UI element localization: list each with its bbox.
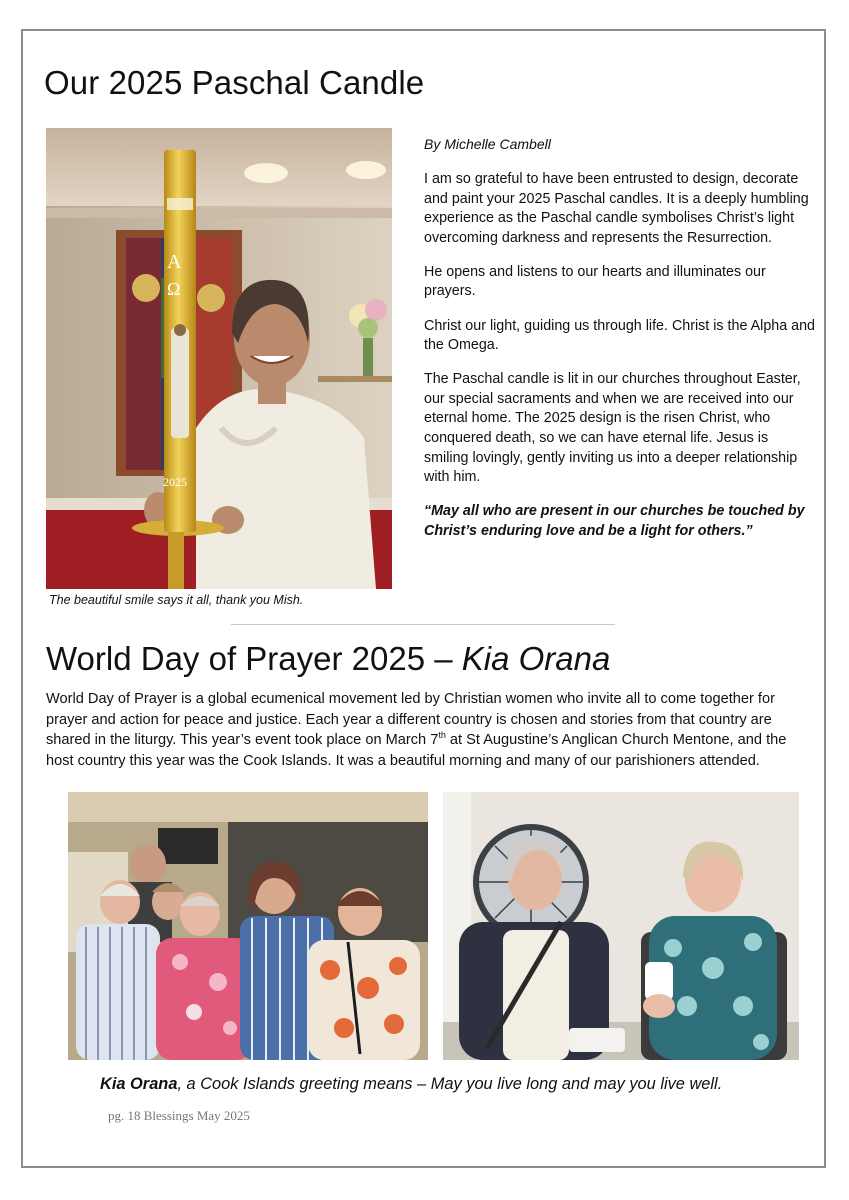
kia-orana-caption xyxy=(100,1075,722,1094)
blessing-quote: “May all who are present in our churches be touched by Christ’s enduring love and be a light for others.” xyxy=(424,503,805,539)
intro-superscript: th xyxy=(438,730,446,741)
seated-women-photo xyxy=(443,792,799,1060)
paschal-candle-photo xyxy=(46,128,392,589)
caption-text: , a Cook Islands greeting means – May you live long and may you live well. xyxy=(177,1075,723,1093)
intro-text-continued: at St Augustine’s Anglican Church Mentone, and the host country this year was the Cook Islands. It was a beautiful morning and many of our parishioners attended. xyxy=(46,732,787,769)
caption-bold: Kia Orana xyxy=(100,1075,178,1093)
intro-text: World Day of Prayer is a global ecumenical movement led by Christian women who invite all to come together for prayer and action for peace and justice. Each year a different country is chosen and stories from that country are shared in the liturgy. This year’s event took place on March 7 xyxy=(46,691,775,748)
candle-year: 2025 xyxy=(163,475,187,489)
title-plain: World Day of Prayer 2025 – xyxy=(46,640,462,677)
candle-alpha: A xyxy=(167,251,182,273)
article-title-world-day-of-prayer xyxy=(46,640,610,678)
article-body xyxy=(424,170,816,556)
page-footer: pg. 18 Blessings May 2025 xyxy=(108,1108,250,1123)
intro-paragraph xyxy=(46,689,816,771)
paragraph: I am so grateful to have been entrusted to design, decorate and paint your 2025 Paschal candles. It is a deeply humbling experience as the Paschal candle symbolises Christ’s light overcoming darkness and represents the Resurrection. xyxy=(424,171,809,246)
paragraph: The Paschal candle is lit in our churches throughout Easter, our special sacraments and when we are received into our eternal home. The 2025 design is the risen Christ, who conquered death, so we can have eternal life. Jesus is smiling lovingly, gently inviting us into a deeper relationship with him. xyxy=(424,371,801,486)
paragraph: Christ our light, guiding us through life. Christ is the Alpha and the Omega. xyxy=(424,317,816,354)
article-title-paschal-candle: Our 2025 Paschal Candle xyxy=(44,64,425,101)
candle-omega: Ω xyxy=(167,279,181,299)
title-italic: Kia Orana xyxy=(461,640,611,677)
section-divider xyxy=(231,624,615,625)
photo-caption: The beautiful smile says it all, thank you Mish. xyxy=(49,593,304,607)
byline: By Michelle Cambell xyxy=(424,136,551,152)
group-photo xyxy=(68,792,428,1060)
paragraph: He opens and listens to our hearts and illuminates our prayers. xyxy=(424,263,766,300)
